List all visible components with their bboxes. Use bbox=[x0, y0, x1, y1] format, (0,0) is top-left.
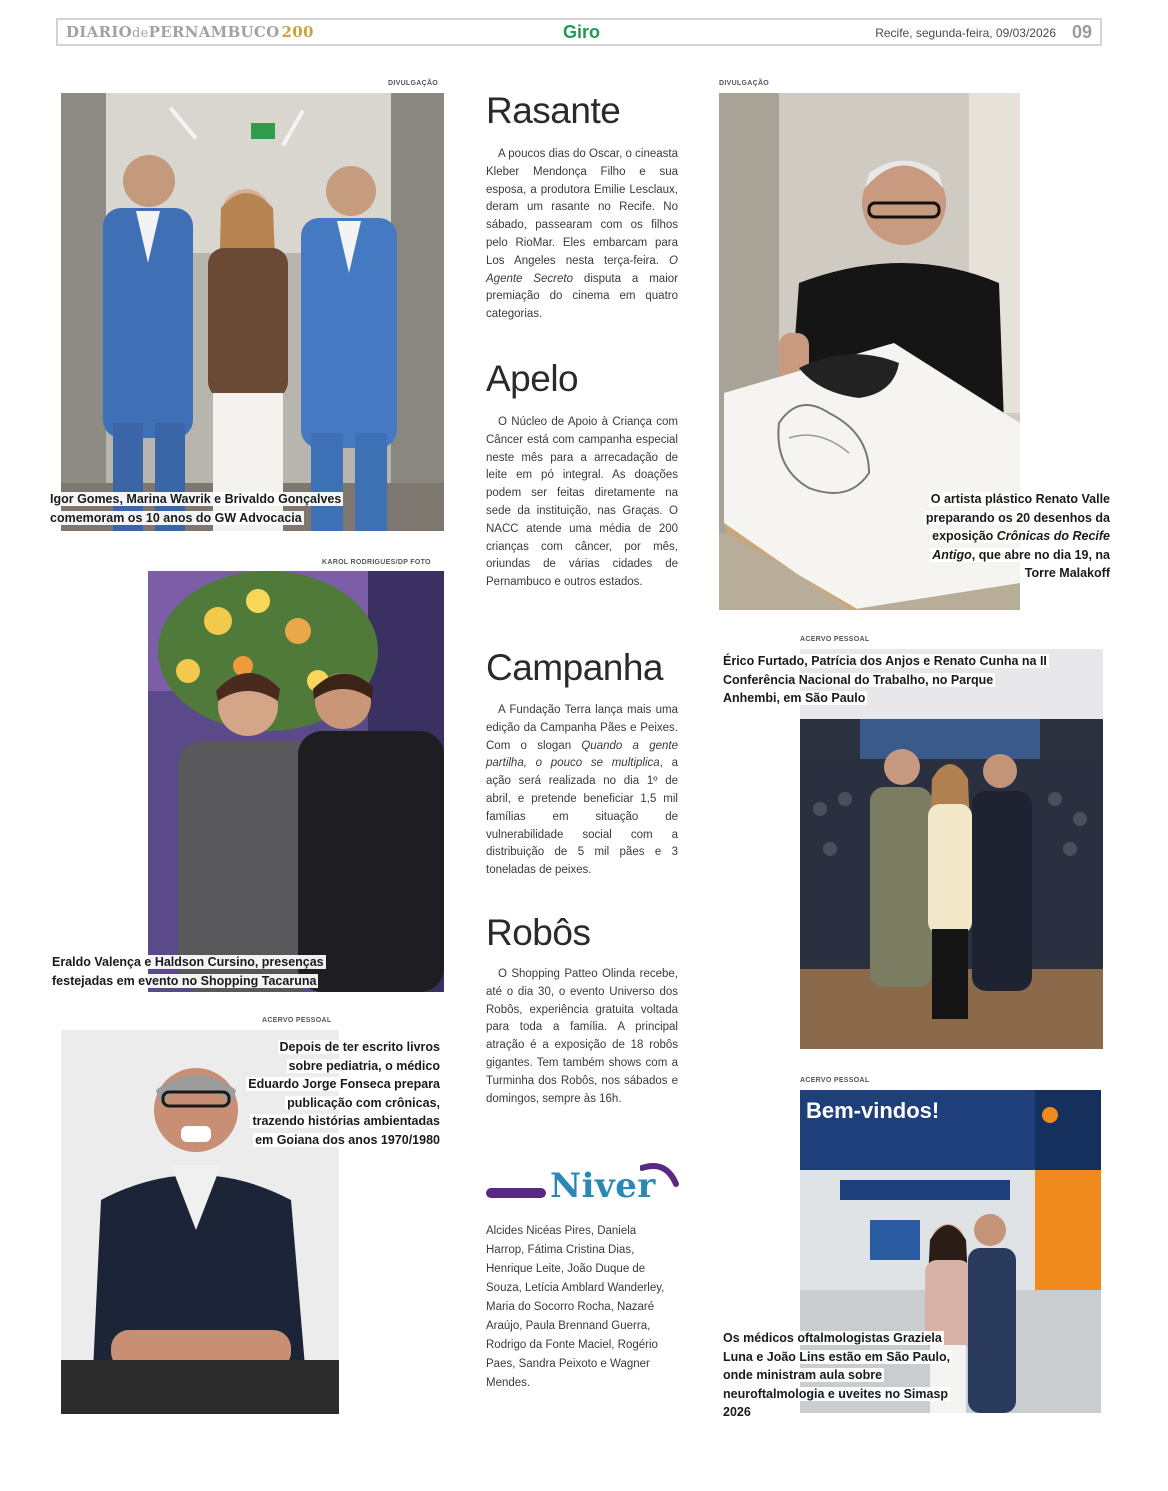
photo-credit: ACERVO PESSOAL bbox=[800, 1077, 870, 1084]
masthead-de: de bbox=[132, 26, 149, 41]
story-body: O Shopping Patteo Olinda recebe, até o dia 30, o evento Universo dos Robôs, experiência gratuita voltada para toda a família. A principal atração é a exposição de 18 robôs gigantes. Tem também shows com a Turminha dos Robôs, nos sábados e domingos, sempre às 16h. bbox=[486, 968, 678, 1105]
masthead-badge: 200 bbox=[281, 23, 314, 41]
caption-text: Eraldo Valença e Haldson Cursino, presenças festejadas em evento no Shopping Tacaruna bbox=[52, 955, 324, 988]
photo-credit: KAROL RODRIGUES/DP FOTO bbox=[322, 559, 431, 566]
niver-bar bbox=[486, 1188, 546, 1198]
photo-caption bbox=[246, 1038, 442, 1149]
story-title: Robôs bbox=[486, 912, 591, 953]
story-body: O Núcleo de Apoio à Criança com Câncer está com campanha especial neste mês para a arrecadação de leite em pó integral. As doações podem ser feitas diretamente na sede da instituição, nas Graças. O NACC atende uma média de 200 crianças com câncer, por mês, oriundas de várias cidades de Pernambuco e outros estados. bbox=[486, 416, 678, 589]
story-body bbox=[486, 146, 678, 324]
photo-credit: DIVULGAÇÃO bbox=[719, 80, 770, 87]
niver-arc-icon bbox=[640, 1162, 680, 1188]
photo-conferencia bbox=[800, 649, 1103, 1049]
photo-credit: ACERVO PESSOAL bbox=[262, 1017, 332, 1024]
sign-title: Bem-vindos! bbox=[806, 1098, 940, 1123]
section-name: Giro bbox=[563, 22, 601, 42]
caption-text: Igor Gomes, Marina Wavrik e Brivaldo Gonçalves comemoram os 10 anos do GW Advocacia bbox=[50, 492, 342, 525]
caption-italic: Crônicas do Recife Antigo bbox=[932, 529, 1110, 562]
photo-caption bbox=[721, 652, 1051, 708]
page-header bbox=[56, 18, 1102, 46]
caption-text: Érico Furtado, Patrícia dos Anjos e Renato Cunha na II Conferência Nacional do Trabalho, no Parque Anhembi, em São Paulo bbox=[723, 654, 1047, 705]
story-title: Campanha bbox=[486, 647, 664, 688]
photo-tacaruna bbox=[148, 571, 444, 992]
story-title: Apelo bbox=[486, 358, 579, 399]
story-text: , a ação será realizada no dia 1º de abril, e pretende beneficiar 1,5 mil famílias em situação de vulnerabilidade social com a distribuição de 5 mil pães e 3 toneladas de peixes. bbox=[486, 757, 678, 877]
caption-text: O artista plástico Renato Valle preparando os 20 desenhos da exposição bbox=[925, 492, 1110, 543]
story-text: disputa a maior premiação do cinema em quatro categorias. bbox=[486, 272, 678, 321]
story-text: A poucos dias do Oscar, o cineasta Kleber Mendonça Filho e sua esposa, a produtora Emilie Lesclaux, deram um rasante no Recife. No sábado, passearam com os filhos pelo RioMar. Eles embarcam para Los Angeles nesta terça-feira. bbox=[486, 148, 678, 267]
page-number: 09 bbox=[1071, 22, 1092, 42]
photo-credit: DIVULGAÇÃO bbox=[388, 80, 439, 87]
masthead-rest: PERNAMBUCO bbox=[148, 23, 280, 41]
photo-caption bbox=[900, 490, 1112, 583]
photo-gw-advocacia bbox=[61, 93, 444, 531]
niver-list: Alcides Nicéas Pires, Daniela Harrop, Fátima Cristina Dias, Henrique Leite, João Duque de Souza, Letícia Amblard Wanderley, Maria do Socorro Rocha, Nazaré Araújo, Paula Brennand Guerra, Rodrigo da Fonte Maciel, Rogério Paes, Sandra Peixoto e Wagner Mendes. bbox=[486, 1225, 665, 1389]
story-title: Rasante bbox=[486, 90, 621, 131]
masthead-logo bbox=[66, 23, 314, 41]
niver-title: Niver bbox=[550, 1166, 656, 1206]
caption-text: Depois de ter escrito livros sobre pediatria, o médico Eduardo Jorge Fonseca prepara publicação com crônicas, trazendo histórias ambientadas em Goiana dos anos 1970/1980 bbox=[248, 1040, 440, 1147]
dateline: Recife, segunda-feira, 09/03/2026 bbox=[875, 26, 1056, 40]
caption-text: Os médicos oftalmologistas Graziela Luna e João Lins estão em São Paulo, onde ministram aula sobre neuroftalmologia e uveites no Simasp 2026 bbox=[723, 1331, 951, 1419]
story-body bbox=[486, 702, 678, 880]
caption-text: , que abre no dia 19, na Torre Malakoff bbox=[971, 547, 1110, 580]
photo-credit: ACERVO PESSOAL bbox=[800, 636, 870, 643]
story-italic: Quando a gente partilha, o pouco se multiplica bbox=[486, 739, 678, 770]
masthead-main: DIARIO bbox=[66, 23, 133, 41]
photo-caption bbox=[50, 953, 370, 990]
story-italic: O Agente Secreto bbox=[486, 254, 678, 285]
photo-caption bbox=[48, 490, 378, 527]
photo-caption bbox=[721, 1329, 961, 1422]
story-text: A Fundação Terra lança mais uma edição da Campanha Pães e Peixes. Com o slogan bbox=[486, 704, 678, 752]
